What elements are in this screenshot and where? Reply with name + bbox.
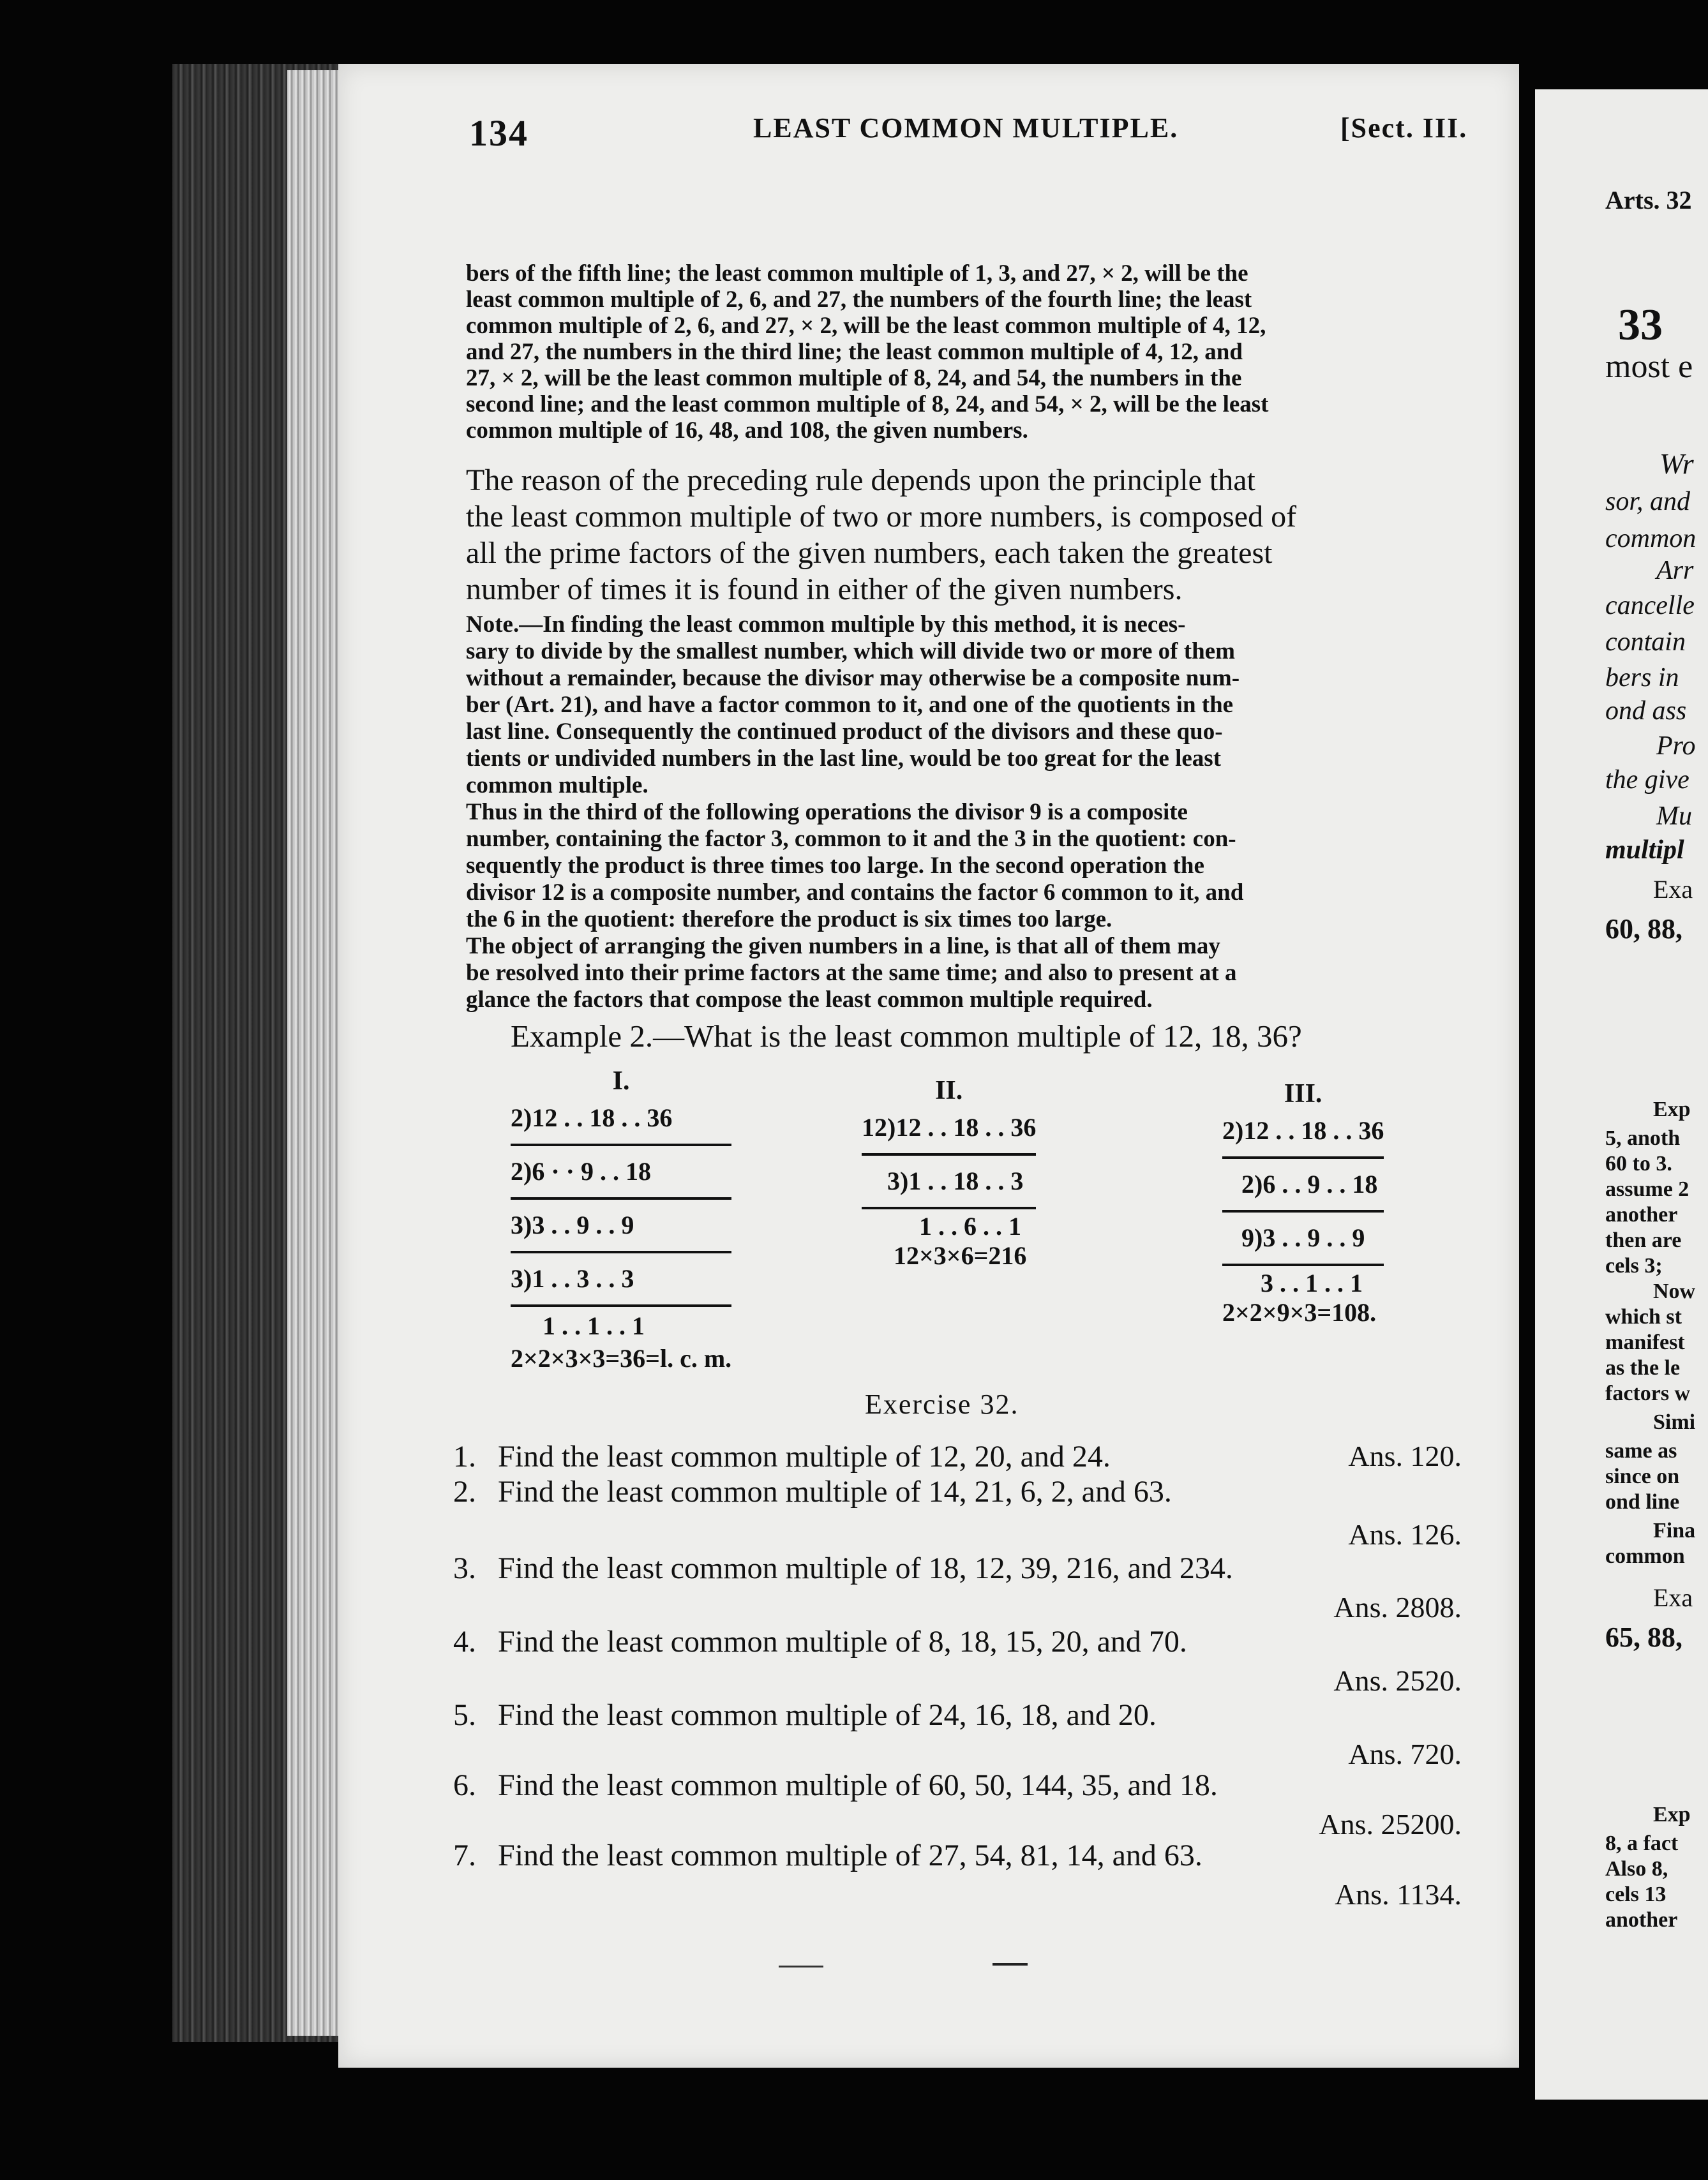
- exercise-number: 5.: [453, 1698, 476, 1732]
- note-line: number, containing the factor 3, common to it and the 3 in the quotient: con-: [466, 826, 1236, 852]
- operation-result: 2×2×3×3=36=l. c. m.: [511, 1344, 732, 1373]
- operation-row: 2)6 · · 9 . . 18: [511, 1157, 651, 1186]
- operation-row: 9)3 . . 9 . . 9: [1241, 1223, 1365, 1252]
- operation-heading: I.: [612, 1066, 630, 1096]
- exercise-text: Find the least common multiple of 18, 12, 39, 216, and 234.: [498, 1551, 1233, 1585]
- reason-paragraph: [466, 462, 1472, 608]
- operation-row: 3)1 . . 18 . . 3: [887, 1167, 1024, 1195]
- right-page-fragment: most e: [1605, 348, 1693, 385]
- right-page-fragment: assume 2: [1605, 1177, 1689, 1201]
- note-line: without a remainder, because the divisor may otherwise be a composite num-: [466, 665, 1240, 691]
- right-page-fragment: 8, a fact: [1605, 1832, 1679, 1855]
- right-page-fragment: ond line: [1605, 1490, 1680, 1514]
- reason-line: the least common multiple of two or more numbers, is composed of: [466, 500, 1297, 534]
- exercise-text: Find the least common multiple of 8, 18, 15, 20, and 70.: [498, 1625, 1187, 1659]
- right-page-fragment: common: [1605, 524, 1697, 553]
- right-page-fragment: 65, 88,: [1605, 1622, 1682, 1653]
- operation-rule: [1222, 1210, 1384, 1213]
- right-page-fragment: common: [1605, 1544, 1685, 1568]
- operation-1: [511, 1066, 731, 1375]
- note-line: Note.—In finding the least common multiple by this method, it is neces-: [466, 611, 1186, 638]
- right-page-fragment: Wr: [1659, 447, 1694, 480]
- right-page-fragment: Mu: [1656, 802, 1692, 831]
- operation-rule: [862, 1207, 1036, 1209]
- note-line: tients or undivided numbers in the last line, would be too great for the least: [466, 745, 1222, 772]
- operation-rule: [511, 1251, 731, 1253]
- right-page-fragment: bers in: [1605, 663, 1679, 692]
- right-page-fragment: Exp: [1653, 1803, 1691, 1826]
- exercise-text: Find the least common multiple of 27, 54, 81, 14, and 63.: [498, 1839, 1202, 1872]
- exercise-item: [453, 1474, 1462, 1557]
- note-paragraph: [466, 611, 1472, 1013]
- right-page-fragment: multipl: [1605, 835, 1684, 865]
- right-page-fragment: Arr: [1656, 556, 1694, 585]
- operation-rule: [511, 1197, 731, 1200]
- intro-line: and 27, the numbers in the third line; the least common multiple of 4, 12, and: [466, 339, 1243, 365]
- right-page-fragment: 33: [1618, 301, 1663, 350]
- exercise-number: 6.: [453, 1768, 476, 1802]
- right-page-fragment: cancelle: [1605, 591, 1695, 620]
- note-line: sary to divide by the smallest number, which will divide two or more of them: [466, 638, 1235, 664]
- page-number: 134: [469, 112, 528, 154]
- right-page-fragment: then are: [1605, 1228, 1682, 1252]
- note-line: be resolved into their prime factors at the same time; and also to present at a: [466, 960, 1237, 986]
- right-page-fragment: 60, 88,: [1605, 913, 1682, 944]
- operation-heading: III.: [1284, 1079, 1322, 1109]
- right-page-fragment: another: [1605, 1203, 1678, 1227]
- exercise-text: Find the least common multiple of 24, 16, 18, and 20.: [498, 1698, 1157, 1732]
- operation-row: 1 . . 6 . . 1: [919, 1212, 1021, 1241]
- operation-row: 2)12 . . 18 . . 36: [1222, 1116, 1384, 1145]
- right-page-fragment: ond ass: [1605, 696, 1687, 726]
- note-line: the 6 in the quotient: therefore the product is six times too large.: [466, 906, 1112, 932]
- intro-line: common multiple of 16, 48, and 108, the given numbers.: [466, 417, 1028, 444]
- page-mark: [779, 1966, 823, 1967]
- right-page-fragment: manifest: [1605, 1331, 1685, 1354]
- right-page-fragment: Also 8,: [1605, 1857, 1668, 1881]
- exercise-number: 4.: [453, 1625, 476, 1659]
- exercise-number: 7.: [453, 1839, 476, 1872]
- right-page-fragment: sor, and: [1605, 487, 1691, 516]
- exercise-text: Find the least common multiple of 60, 50, 144, 35, and 18.: [498, 1768, 1218, 1802]
- operation-row: 3)1 . . 3 . . 3: [511, 1264, 634, 1293]
- exercise-answer: Ans. 2520.: [1333, 1664, 1462, 1697]
- right-page-header: Arts. 32: [1605, 186, 1692, 214]
- note-line: Thus in the third of the following operations the divisor 9 is a composite: [466, 799, 1188, 825]
- intro-paragraph: [466, 260, 1472, 444]
- right-page-fragment: factors w: [1605, 1382, 1691, 1405]
- right-page-fragment: Simi: [1653, 1410, 1696, 1434]
- note-line: sequently the product is three times too large. In the second operation the: [466, 853, 1204, 879]
- operation-row: 2)6 . . 9 . . 18: [1241, 1170, 1378, 1198]
- right-page-fragment: Exa: [1653, 875, 1693, 904]
- exercise-title: Exercise 32.: [865, 1389, 1019, 1420]
- exercise-answer: Ans. 2808.: [1333, 1591, 1462, 1624]
- operation-row: 3)3 . . 9 . . 9: [511, 1211, 634, 1239]
- operation-row: 12)12 . . 18 . . 36: [862, 1113, 1037, 1142]
- intro-line: least common multiple of 2, 6, and 27, the numbers of the fourth line; the least: [466, 287, 1252, 313]
- exercise-number: 1.: [453, 1440, 476, 1474]
- exercise-number: 2.: [453, 1475, 476, 1509]
- note-line: The object of arranging the given numbers in a line, is that all of them may: [466, 933, 1220, 959]
- right-page-fragment: Exp: [1653, 1098, 1691, 1121]
- exercise-answer: Ans. 120.: [1348, 1440, 1462, 1472]
- intro-line: common multiple of 2, 6, and 27, × 2, will be the least common multiple of 4, 12,: [466, 313, 1266, 339]
- exercise-item: [453, 1551, 1462, 1634]
- reason-line: The reason of the preceding rule depends upon the principle that: [466, 463, 1255, 497]
- section-label: [Sect. III.: [1340, 112, 1468, 144]
- example-title: Example 2.—What is the least common multiple of 12, 18, 36?: [511, 1019, 1302, 1054]
- note-line: common multiple.: [466, 772, 648, 798]
- right-page-fragment: Now: [1653, 1280, 1696, 1303]
- note-line: divisor 12 is a composite number, and contains the factor 6 common to it, and: [466, 879, 1244, 906]
- operation-rule: [1222, 1264, 1384, 1266]
- reason-line: all the prime factors of the given numbers, each taken the greatest: [466, 536, 1273, 570]
- exercise-text: Find the least common multiple of 14, 21, 6, 2, and 63.: [498, 1475, 1172, 1509]
- book-page-edges-light: [287, 70, 338, 2036]
- exercise-item: [453, 1624, 1462, 1707]
- note-line: glance the factors that compose the least common multiple required.: [466, 987, 1153, 1013]
- right-page-fragment: since on: [1605, 1465, 1680, 1488]
- operation-row: 2)12 . . 18 . . 36: [511, 1103, 673, 1132]
- operation-row: 3 . . 1 . . 1: [1261, 1269, 1363, 1297]
- operation-2: [862, 1075, 1036, 1271]
- exercise-number: 3.: [453, 1551, 476, 1585]
- intro-line: bers of the fifth line; the least common multiple of 1, 3, and 27, × 2, will be the: [466, 260, 1248, 287]
- operation-rule: [511, 1304, 731, 1307]
- right-page-fragment: another: [1605, 1908, 1678, 1932]
- right-page-fragment: cels 13: [1605, 1883, 1667, 1906]
- running-title: LEAST COMMON MULTIPLE.: [753, 112, 1179, 144]
- intro-line: 27, × 2, will be the least common multiple of 8, 24, and 54, the numbers in the: [466, 365, 1242, 391]
- right-page: [1535, 89, 1708, 2100]
- exercise-answer: Ans. 720.: [1348, 1738, 1462, 1770]
- intro-line: second line; and the least common multiple of 8, 24, and 54, × 2, will be the least: [466, 391, 1269, 417]
- right-page-fragment: contain: [1605, 627, 1686, 657]
- exercise-answer: Ans. 1134.: [1335, 1878, 1462, 1911]
- right-page-fragment: cels 3;: [1605, 1254, 1663, 1278]
- operation-result: 12×3×6=216: [894, 1241, 1027, 1270]
- exercise-item: [453, 1838, 1462, 1921]
- exercise-answer: Ans. 25200.: [1319, 1808, 1462, 1840]
- operation-heading: II.: [935, 1076, 963, 1105]
- operation-rule: [1222, 1156, 1384, 1159]
- right-page-fragment: as the le: [1605, 1356, 1681, 1380]
- page-mark: [993, 1963, 1028, 1966]
- right-page-fragment: Pro: [1656, 731, 1696, 761]
- reason-line: number of times it is found in either of the given numbers.: [466, 572, 1183, 606]
- right-page-fragment: same as: [1605, 1439, 1677, 1463]
- operation-rule: [862, 1153, 1036, 1156]
- right-page-fragment: Exa: [1653, 1583, 1693, 1612]
- note-line: last line. Consequently the continued product of the divisors and these quo-: [466, 719, 1223, 745]
- right-page-fragment: 60 to 3.: [1605, 1152, 1672, 1176]
- right-page-fragment: which st: [1605, 1305, 1682, 1329]
- operation-rule: [511, 1144, 731, 1146]
- operation-3: [1222, 1079, 1384, 1327]
- operation-row: 1 . . 1 . . 1: [543, 1311, 645, 1340]
- exercise-answer: Ans. 126.: [1348, 1518, 1462, 1551]
- right-page-fragment: Fina: [1653, 1519, 1696, 1542]
- right-page-fragment: 5, anoth: [1605, 1126, 1681, 1150]
- right-page-fragment: the give: [1605, 765, 1689, 795]
- note-line: ber (Art. 21), and have a factor common to it, and one of the quotients in the: [466, 692, 1234, 718]
- operation-result: 2×2×9×3=108.: [1222, 1298, 1377, 1327]
- exercise-text: Find the least common multiple of 12, 20, and 24.: [498, 1440, 1111, 1474]
